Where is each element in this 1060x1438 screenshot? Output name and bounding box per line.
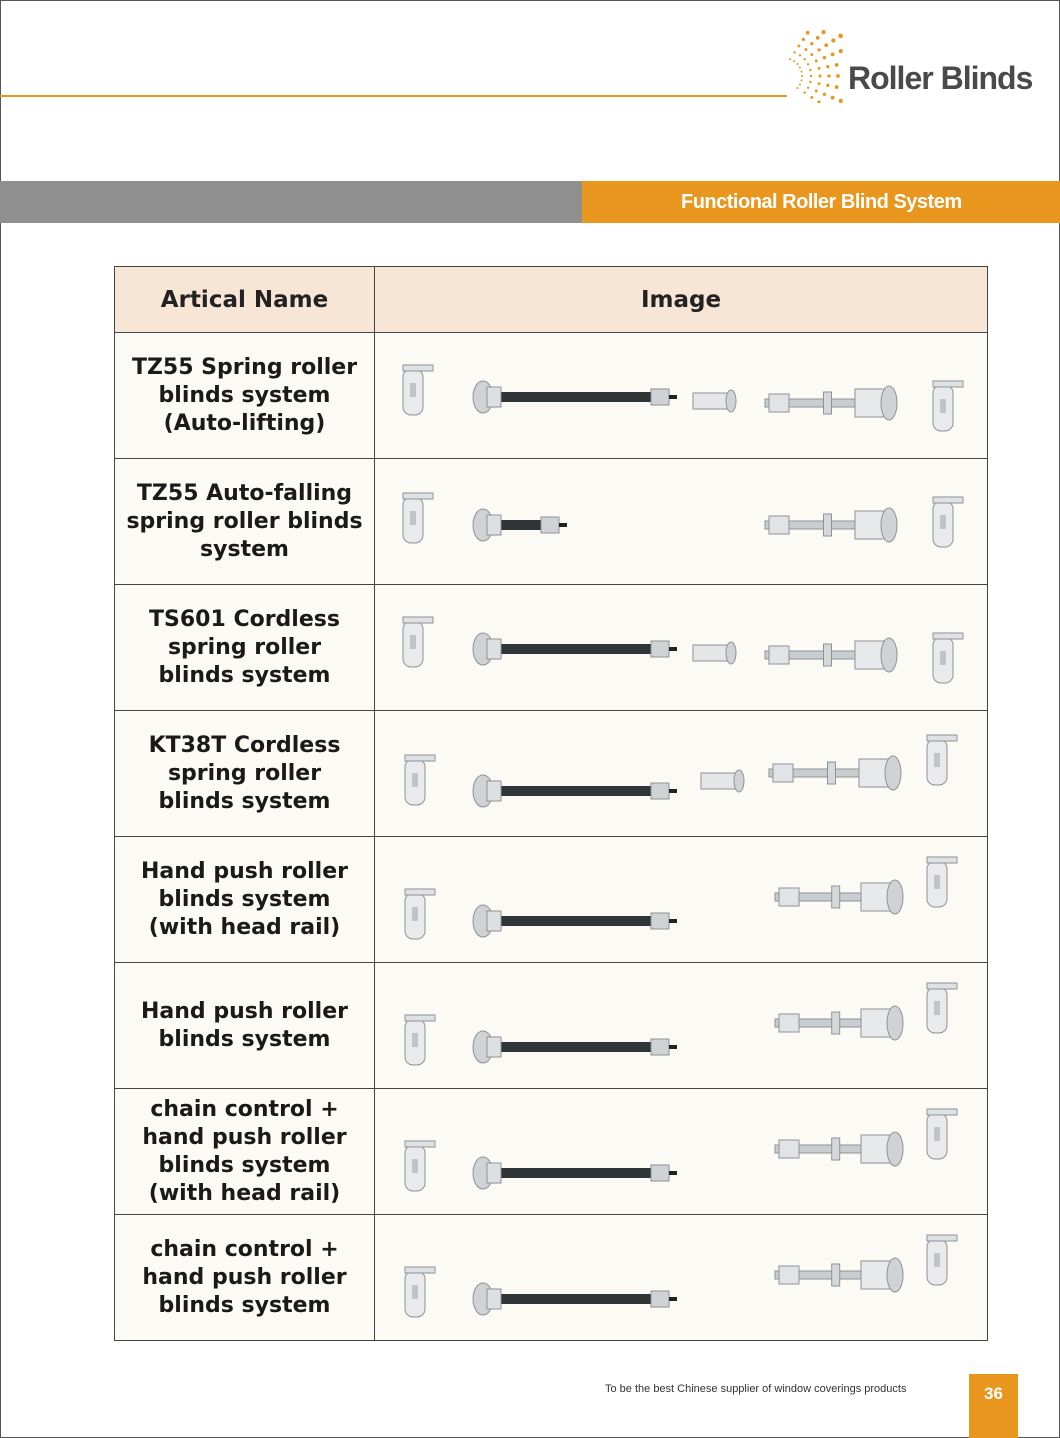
product-name: TS601 Cordless spring roller blinds system <box>115 585 375 711</box>
table-header-row <box>115 267 988 333</box>
right-bracket-icon <box>933 497 963 547</box>
table-row <box>115 459 988 585</box>
product-table <box>114 266 988 1341</box>
page-number: 36 <box>969 1374 1018 1438</box>
right-bracket-icon <box>933 633 963 683</box>
column-header-name: Artical Name <box>115 267 375 333</box>
left-bracket-icon <box>405 889 435 939</box>
roller-tube-icon <box>473 381 677 413</box>
right-bracket-icon <box>927 1109 957 1159</box>
product-parts-illustration <box>375 1215 986 1340</box>
control-end-icon <box>765 386 897 420</box>
control-end-icon <box>765 508 897 542</box>
product-parts-illustration <box>375 585 986 710</box>
section-title: Functional Roller Blind System <box>582 181 1060 223</box>
product-parts-illustration <box>375 459 986 584</box>
roller-tube-icon <box>473 1157 677 1189</box>
roller-tube-icon <box>473 1031 677 1063</box>
product-image <box>375 963 988 1089</box>
roller-tube-icon <box>473 1283 677 1315</box>
product-name: chain control + hand push roller blinds system (with head rail) <box>115 1089 375 1215</box>
right-bracket-icon <box>927 735 957 785</box>
product-image <box>375 333 988 459</box>
left-bracket-icon <box>403 365 433 415</box>
control-end-icon <box>775 1132 903 1166</box>
product-image <box>375 585 988 711</box>
left-bracket-icon <box>403 617 433 667</box>
spring-unit-icon <box>701 770 744 792</box>
product-parts-illustration <box>375 711 986 836</box>
table-row <box>115 963 988 1089</box>
product-name: TZ55 Auto-falling spring roller blinds system <box>115 459 375 585</box>
control-end-icon <box>765 638 897 672</box>
roller-tube-icon <box>473 905 677 937</box>
control-end-icon <box>775 880 903 914</box>
table-row <box>115 711 988 837</box>
table-row <box>115 1089 988 1215</box>
left-bracket-icon <box>405 1141 435 1191</box>
right-bracket-icon <box>933 381 963 431</box>
product-image <box>375 459 988 585</box>
product-name: KT38T Cordless spring roller blinds system <box>115 711 375 837</box>
control-end-icon <box>769 756 901 790</box>
table-row <box>115 837 988 963</box>
product-parts-illustration <box>375 333 986 458</box>
product-image <box>375 1089 988 1215</box>
product-parts-illustration <box>375 1089 986 1214</box>
roller-tube-icon <box>473 775 677 807</box>
right-bracket-icon <box>927 983 957 1033</box>
left-bracket-icon <box>405 755 435 805</box>
footer-tagline: To be the best Chinese supplier of window coverings products <box>605 1383 907 1395</box>
table-row <box>115 585 988 711</box>
spring-unit-icon <box>693 642 736 664</box>
table-row <box>115 333 988 459</box>
table-row <box>115 1215 988 1341</box>
roller-tube-icon <box>473 509 567 541</box>
brand-name: Roller Blinds <box>848 60 1033 96</box>
product-image <box>375 837 988 963</box>
product-parts-illustration <box>375 837 986 962</box>
product-name: Hand push roller blinds system <box>115 963 375 1089</box>
control-end-icon <box>775 1006 903 1040</box>
product-name: TZ55 Spring roller blinds system (Auto-lifting) <box>115 333 375 459</box>
control-end-icon <box>775 1258 903 1292</box>
left-bracket-icon <box>403 493 433 543</box>
header-rule <box>0 95 787 97</box>
column-header-image: Image <box>375 267 988 333</box>
roller-tube-icon <box>473 633 677 665</box>
spring-unit-icon <box>693 390 736 412</box>
product-parts-illustration <box>375 963 986 1088</box>
left-bracket-icon <box>405 1015 435 1065</box>
right-bracket-icon <box>927 1235 957 1285</box>
section-band <box>0 181 582 223</box>
left-bracket-icon <box>405 1267 435 1317</box>
product-image <box>375 711 988 837</box>
product-image <box>375 1215 988 1341</box>
right-bracket-icon <box>927 857 957 907</box>
product-name: Hand push roller blinds system (with head rail) <box>115 837 375 963</box>
product-name: chain control + hand push roller blinds system <box>115 1215 375 1341</box>
